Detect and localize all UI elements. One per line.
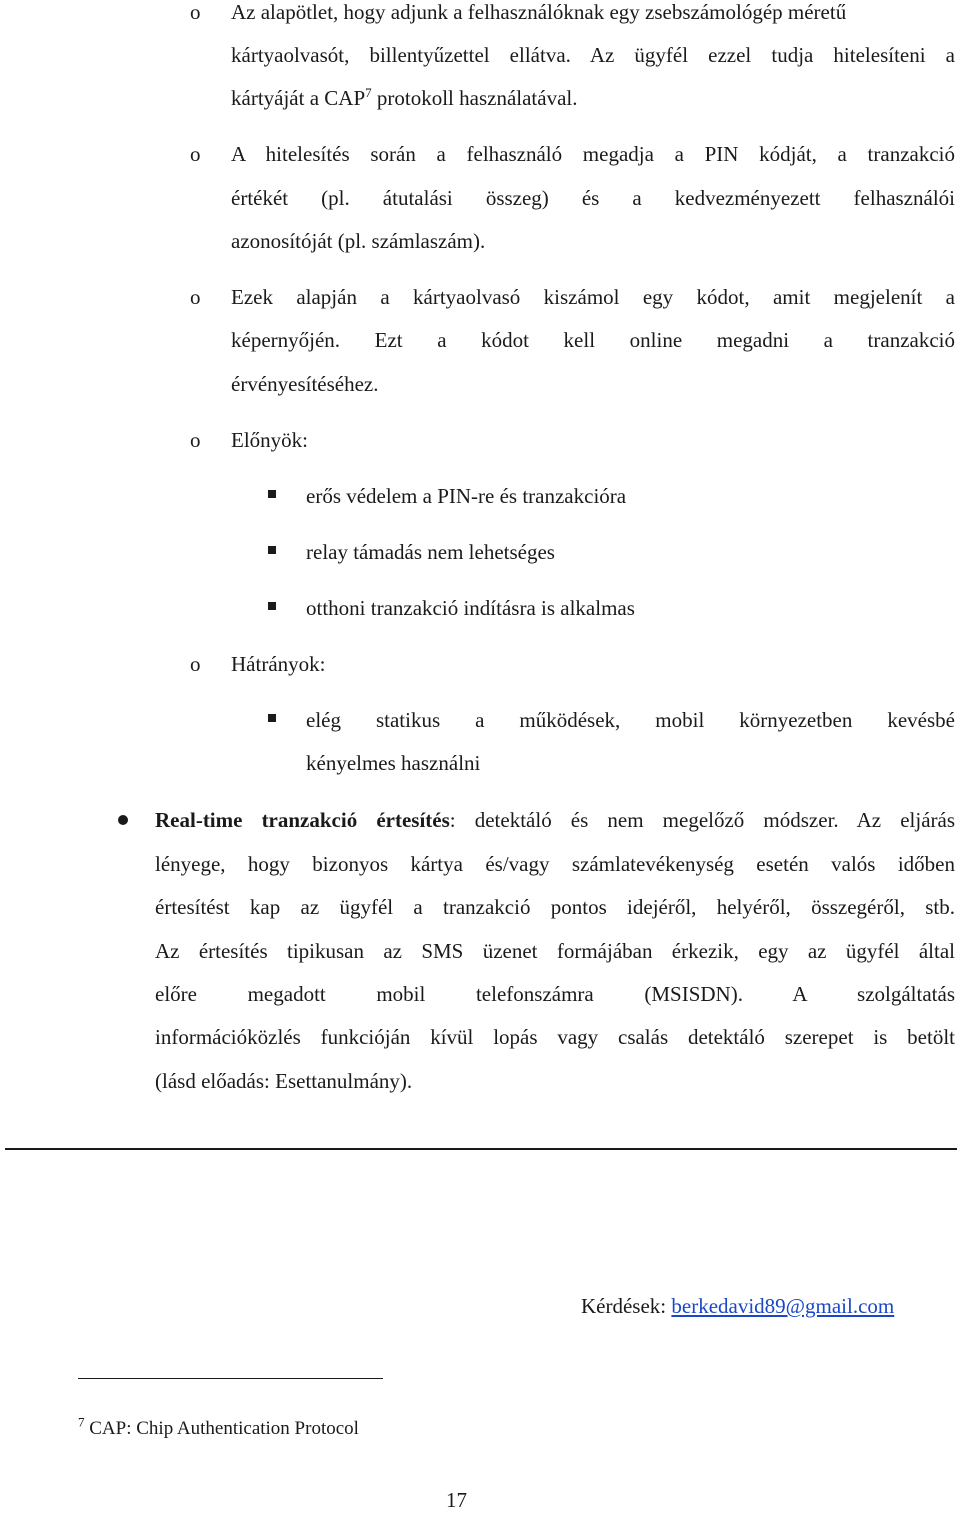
square-bullet-icon <box>268 490 276 498</box>
advantage-item: relay támadás nem lehetséges <box>306 540 555 564</box>
list-marker-o: o <box>190 0 201 24</box>
advantage-item: erős védelem a PIN-re és tranzakcióra <box>306 484 627 508</box>
footnote-divider <box>78 1378 383 1379</box>
list-marker-o: o <box>190 652 201 676</box>
section-heading-disadvantages: Hátrányok: <box>231 652 326 676</box>
text-fragment: kártyáját a CAP <box>231 86 366 110</box>
advantage-item: otthoni tranzakció indításra is alkalmas <box>306 596 635 620</box>
paragraph-line: érvényesítéséhez. <box>231 372 379 396</box>
term-bold: Real-time tranzakció értesítés <box>155 808 450 832</box>
paragraph-line: Ezek alapján a kártyaolvasó kiszámol egy kódot, amit megjelenít a <box>231 285 955 309</box>
text-fragment: : detektáló és nem megelőző módszer. Az eljárás <box>449 808 955 832</box>
paragraph-line: információközlés funkcióján kívül lopás vagy csalás detektáló szerepet is betölt <box>155 1025 955 1049</box>
paragraph-line: A hitelesítés során a felhasználó megadja a PIN kódját, a tranzakció <box>231 142 955 166</box>
paragraph-line: előre megadott mobil telefonszámra (MSISDN). A szolgáltatás <box>155 982 955 1006</box>
paragraph-line: értesítést kap az ügyfél a tranzakció pontos idejéről, helyéről, összegéről, stb. <box>155 895 955 919</box>
paragraph-line: értékét (pl. átutalási összeg) és a kedvezményezett felhasználói <box>231 186 955 210</box>
paragraph-line: Az alapötlet, hogy adjunk a felhasználóknak egy zsebszámológép méretű <box>231 0 847 24</box>
paragraph-line: (lásd előadás: Esettanulmány). <box>155 1069 413 1093</box>
square-bullet-icon <box>268 714 276 722</box>
footnote-text: CAP: Chip Authentication Protocol <box>84 1418 359 1439</box>
paragraph-line: lényege, hogy bizonyos kártya és/vagy számlatevékenység esetén valós időben <box>155 852 955 876</box>
footnote-reference[interactable]: 7 <box>365 85 372 100</box>
list-marker-o: o <box>190 142 201 166</box>
paragraph-line: Az értesítés tipikusan az SMS üzenet formájában érkezik, egy az ügyfél által <box>155 939 955 963</box>
text-fragment: protokoll használatával. <box>371 86 578 110</box>
square-bullet-icon <box>268 602 276 610</box>
section-heading-advantages: Előnyök: <box>231 428 308 452</box>
paragraph-line <box>231 84 578 112</box>
disadvantage-item: elég statikus a működések, mobil környezetben kevésbé <box>306 708 955 732</box>
email-link[interactable]: berkedavid89@gmail.com <box>671 1294 895 1318</box>
horizontal-divider <box>5 1148 957 1150</box>
paragraph-line <box>155 806 955 834</box>
disadvantage-item: kényelmes használni <box>306 751 481 775</box>
paragraph-line: képernyőjén. Ezt a kódot kell online megadni a tranzakció <box>231 328 955 352</box>
list-marker-o: o <box>190 428 201 452</box>
page-number: 17 <box>446 1488 467 1512</box>
footnote <box>78 1415 359 1443</box>
list-marker-o: o <box>190 285 201 309</box>
questions-label: Kérdések: <box>581 1294 672 1318</box>
paragraph-line: kártyaolvasót, billentyűzettel ellátva. Az ügyfél ezzel tudja hitelesíteni a <box>231 43 955 67</box>
square-bullet-icon <box>268 546 276 554</box>
round-bullet-icon <box>118 815 128 825</box>
footnote-number: 7 <box>78 1414 85 1430</box>
paragraph-line: azonosítóját (pl. számlaszám). <box>231 229 486 253</box>
questions-line <box>581 1292 894 1320</box>
